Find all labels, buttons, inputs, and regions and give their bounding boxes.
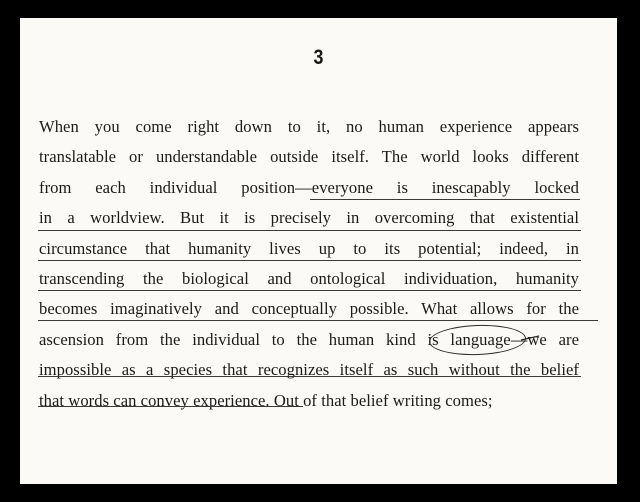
text-line-5: circumstance that humanity lives up to its potential; indeed, in — [39, 238, 579, 258]
pen-underline — [38, 320, 598, 321]
pen-dash-annotation — [520, 334, 540, 342]
text-line-3: from each individual position—everyone is inescapably locked — [39, 177, 579, 197]
pen-underline — [38, 260, 581, 261]
text-line-10: that words can convey experience. Out of that belief writing comes; — [39, 390, 493, 410]
pen-underline — [38, 376, 581, 377]
book-page — [20, 18, 617, 484]
pen-underline — [310, 199, 580, 200]
text-line-2: translatable or understandable outside itself. The world looks different — [39, 147, 579, 167]
text-line-7: becomes imaginatively and conceptually possible. What allows for the — [39, 299, 579, 319]
text-line-9: impossible as a species that recognizes itself as such without the belief — [39, 360, 579, 380]
pen-underline — [38, 230, 581, 231]
pen-underline — [38, 406, 303, 407]
body-text — [39, 114, 579, 418]
pen-underline — [38, 290, 581, 291]
text-line-4: in a worldview. But it is precisely in overcoming that existential — [39, 208, 579, 228]
text-line-1: When you come right down to it, no human experience appears — [39, 117, 579, 136]
page-number: 3 — [313, 46, 324, 69]
text-line-8: ascension from the individual to the human kind is language—we are — [39, 329, 579, 349]
text-line-6: transcending the biological and ontological individuation, humanity — [39, 268, 579, 288]
